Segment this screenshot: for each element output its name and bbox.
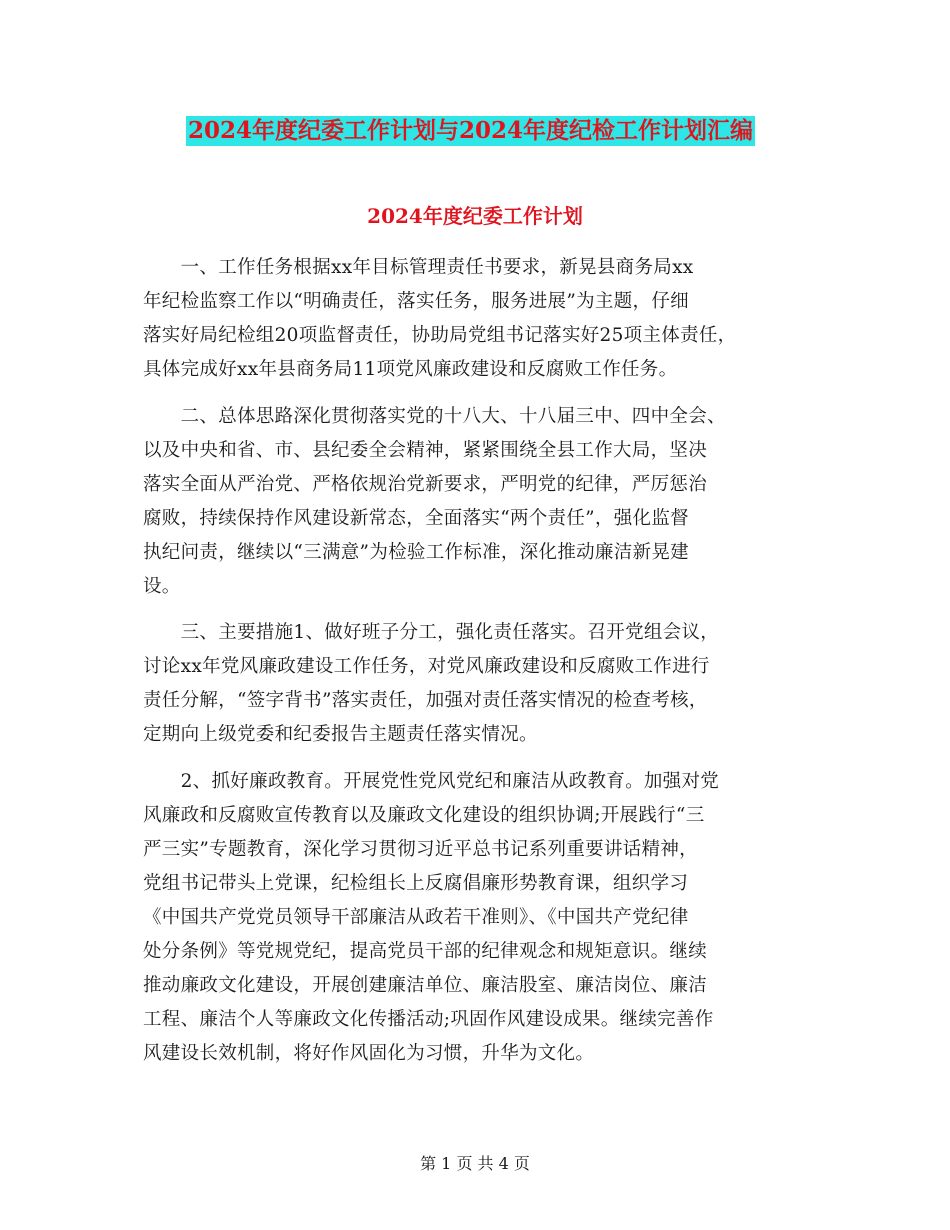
body-line: 推动廉政文化建设，开展创建廉洁单位、廉洁股室、廉洁岗位、廉洁 (143, 975, 708, 996)
body-line: 执纪问责，继续以“三满意”为检验工作标准，深化推动廉洁新晃建 (143, 542, 689, 563)
body-line: 严三实”专题教育，深化学习贯彻习近平总书记系列重要讲话精神， (143, 839, 698, 860)
body-line: 以及中央和省、市、县纪委全会精神，紧紧围绕全县工作大局，坚决 (143, 440, 708, 461)
body-line: 腐败，持续保持作风建设新常态，全面落实“两个责任”，强化监督 (143, 508, 689, 529)
body-line: 二、总体思路深化贯彻落实党的十八大、十八届三中、四中全会、 (143, 406, 726, 427)
body-line: 《中国共产党党员领导干部廉洁从政若干准则》、《中国共产党纪律 (143, 907, 689, 928)
body-line: 定期向上级党委和纪委报告主题责任落实情况。 (143, 724, 538, 745)
body-line: 风建设长效机制，将好作风固化为习惯，升华为文化。 (143, 1043, 595, 1064)
body-line: 落实好局纪检组20项监督责任，协助局党组书记落实好25项主体责任， (143, 325, 737, 346)
body-line: 年纪检监察工作以“明确责任，落实任务，服务进展”为主题，仔细 (143, 291, 689, 312)
body-line: 处分条例》等党规党纪，提高党员干部的纪律观念和规矩意识。继续 (143, 941, 708, 962)
page-number: 第 1 页 共 4 页 (420, 1154, 530, 1173)
body-line: 2、抓好廉政教育。开展党性党风党纪和廉洁从政教育。加强对党 (143, 771, 720, 792)
body-line: 设。 (143, 576, 181, 597)
body-line: 具体完成好xx年县商务局11项党风廉政建设和反腐败工作任务。 (143, 359, 678, 380)
body-line: 工程、廉洁个人等廉政文化传播活动;巩固作风建设成果。继续完善作 (143, 1009, 714, 1030)
body-line: 讨论xx年党风廉政建设工作任务，对党风廉政建设和反腐败工作进行 (143, 656, 710, 677)
section-title: 2024年度纪委工作计划 (367, 204, 583, 228)
body-line: 一、工作任务根据xx年目标管理责任书要求，新晃县商务局xx (143, 257, 694, 278)
body-line: 三、主要措施1、做好班子分工，强化责任落实。召开党组会议， (143, 622, 720, 643)
body-line: 风廉政和反腐败宣传教育以及廉政文化建设的组织协调;开展践行“三 (143, 805, 705, 826)
body-line: 党组书记带头上党课，纪检组长上反腐倡廉形势教育课，组织学习 (143, 873, 689, 894)
body-line: 责任分解，“签字背书”落实责任，加强对责任落实情况的检查考核， (143, 690, 708, 711)
body-line: 落实全面从严治党、严格依规治党新要求，严明党的纪律，严厉惩治 (143, 474, 708, 495)
document-title: 2024年度纪委工作计划与2024年度纪检工作计划汇编 (188, 117, 754, 144)
